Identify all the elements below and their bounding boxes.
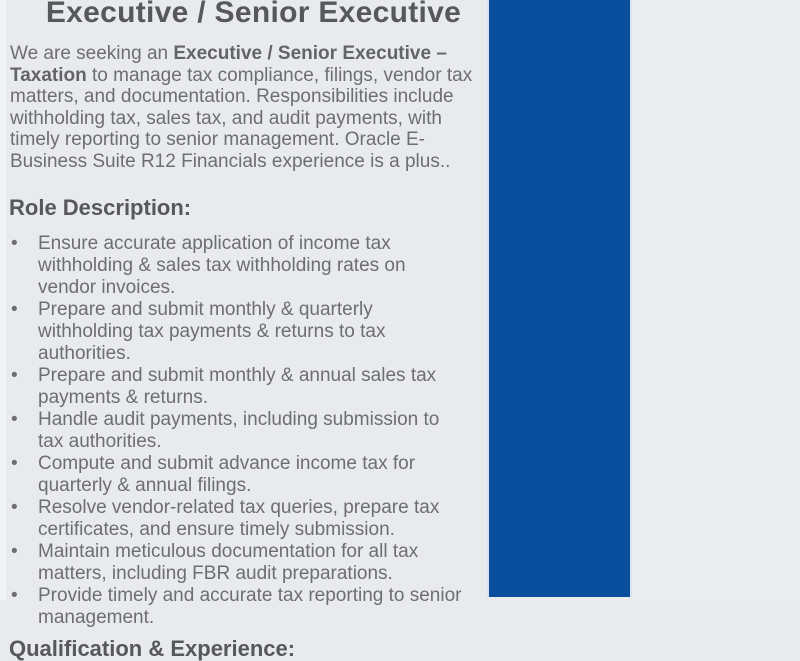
- role-bullet-list: [6, 233, 468, 629]
- intro-text-bold: Executive / Senior Executive – Taxation: [10, 43, 447, 86]
- list-item: • Maintain meticulous documentation for all tax matters, including FBR audit preparations.: [6, 541, 468, 585]
- list-item: • Compute and submit advance income tax for quarterly & annual filings.: [6, 453, 468, 497]
- intro-text-pre: We are seeking an: [10, 43, 174, 64]
- list-item: • Prepare and submit monthly & quarterly withholding tax payments & returns to tax authorities.: [6, 299, 468, 365]
- job-posting-content: [6, 0, 487, 661]
- right-panel: [632, 0, 800, 600]
- qualification-heading: Qualification & Experience:: [9, 636, 296, 661]
- list-item: • Handle audit payments, including submission to tax authorities.: [6, 409, 468, 453]
- job-title: Executive / Senior Executive: [45, 0, 462, 29]
- intro-paragraph: [10, 43, 482, 172]
- list-item: • Provide timely and accurate tax reporting to senior management.: [6, 585, 468, 629]
- list-item: • Ensure accurate application of income tax withholding & sales tax withholding rates on vendor invoices.: [6, 233, 468, 299]
- intro-text-post: to manage tax compliance, filings, vendor tax matters, and documentation. Responsibilities include withholding tax, sales tax, and audit payments, with timely reporting to senior management. Oracle E-Business Suite R12 Financials experience is a plus..: [10, 64, 473, 172]
- list-item: • Resolve vendor-related tax queries, prepare tax certificates, and ensure timely submission.: [6, 497, 468, 541]
- accent-bar: [487, 0, 632, 597]
- role-description-heading: Role Description:: [9, 195, 192, 220]
- list-item: • Prepare and submit monthly & annual sales tax payments & returns.: [6, 365, 468, 409]
